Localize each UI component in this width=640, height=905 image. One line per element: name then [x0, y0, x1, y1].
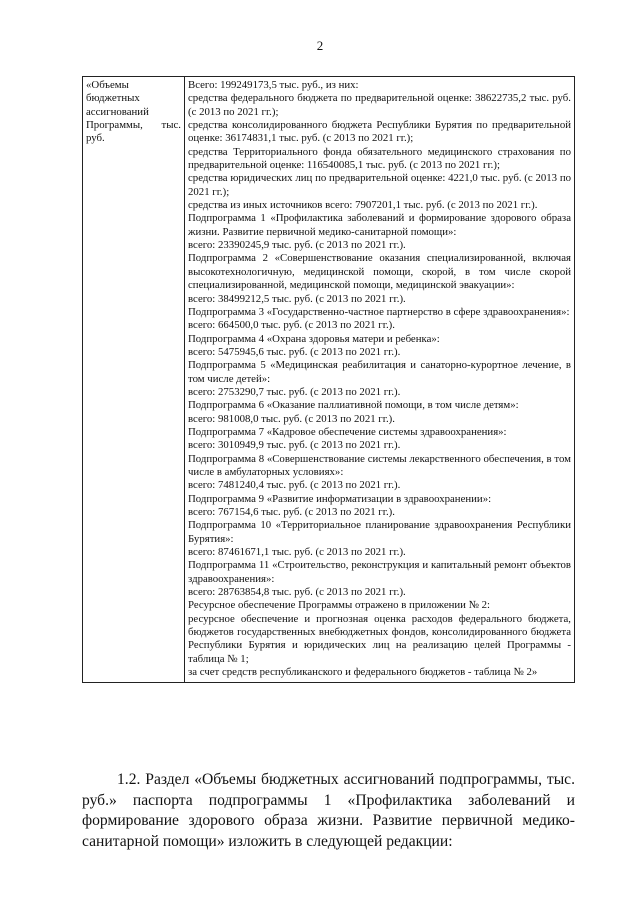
amendment-paragraph: 1.2. Раздел «Объемы бюджетных ассигнований подпрограммы, тыс. руб.» паспорта подпрограммы 1 «Профилактика заболеваний и формирование здорового образа жизни. Развитие первичной медико-санитарной помощи» изложить в следующей редакции: [82, 771, 575, 850]
table-content-line: Подпрограмма 2 «Совершенствование оказания специализированной, включая высокотехнологичную, медицинской помощи, скорой, в том числе скорой специализированной, медицинской помощи, медицинской эвакуации»: [188, 252, 571, 292]
table-content-line: средства Территориального фонда обязательного медицинского страхования по предварительной оценке: 116540085,1 тыс. руб. (с 2013 по 2021 гг.); [188, 145, 571, 172]
table-content-line: всего: 664500,0 тыс. руб. (с 2013 по 2021 гг.). [188, 319, 395, 332]
table-label-cell: «Объемы бюджетных ассигнований Программы, тыс. руб. [83, 77, 185, 683]
table-content-cell [185, 77, 575, 683]
table-content-line: всего: 23390245,9 тыс. руб. (с 2013 по 2021 гг.). [188, 239, 406, 252]
table-content-line: Подпрограмма 3 «Государственно-частное партнерство в сфере здравоохранения»: [188, 305, 570, 318]
budget-table [82, 76, 575, 683]
table-content-line: Подпрограмма 10 «Территориальное планирование здравоохранения Республики Бурятия»: [188, 519, 571, 545]
table-content-line: всего: 38499212,5 тыс. руб. (с 2013 по 2021 гг.). [188, 292, 406, 305]
table-content-line: Подпрограмма 6 «Оказание паллиативной помощи, в том числе детям»: [188, 399, 519, 412]
table-content-line: Подпрограмма 5 «Медицинская реабилитация и санаторно-курортное лечение, в том числе детей»: [188, 359, 571, 385]
table-content-line: Подпрограмма 9 «Развитие информатизации в здравоохранении»: [188, 492, 492, 505]
table-content-line: всего: 2753290,7 тыс. руб. (с 2013 по 2021 гг.). [188, 385, 401, 398]
table-content-line: средства из иных источников всего: 7907201,1 тыс. руб. (с 2013 по 2021 гг.). [188, 199, 538, 212]
table-content-line: средства федерального бюджета по предварительной оценке: 38622735,2 тыс. руб. (с 2013 по 2021 гг.); [188, 92, 571, 118]
table-content-line: всего: 981008,0 тыс. руб. (с 2013 по 2021 гг.). [188, 412, 395, 425]
table-content-line: средства юридических лиц по предварительной оценке: 4221,0 тыс. руб. (с 2013 по 2021 гг.); [188, 172, 571, 198]
table-content-line: всего: 5475945,6 тыс. руб. (с 2013 по 2021 гг.). [188, 345, 401, 358]
table-content-line: Подпрограмма 11 «Строительство, реконструкция и капитальный ремонт объектов здравоохранения»: [188, 559, 571, 585]
table-content-line: средства консолидированного бюджета Республики Бурятия по предварительной оценке: 36174831,1 тыс. руб. (с 2013 по 2021 гг.); [188, 119, 571, 145]
page-number: 2 [316, 38, 324, 53]
table-row [83, 77, 575, 683]
table-content-line: Подпрограмма 7 «Кадровое обеспечение системы здравоохранения»: [188, 425, 507, 438]
table-content-line: Подпрограмма 4 «Охрана здоровья матери и ребенка»: [188, 332, 440, 345]
table-content-line: за счет средств республиканского и федерального бюджетов - таблица № 2» [188, 666, 538, 679]
table-content-line: всего: 7481240,4 тыс. руб. (с 2013 по 2021 гг.). [188, 479, 401, 492]
table-content-line: Всего: 199249173,5 тыс. руб., из них: [188, 79, 359, 91]
table-content-line: Подпрограмма 1 «Профилактика заболеваний и формирование здорового образа жизни. Развитие первичной медико-санитарной помощи»: [188, 212, 571, 238]
table-content-line: Ресурсное обеспечение Программы отражено в приложении № 2: [188, 599, 491, 612]
table-content-line: всего: 87461671,1 тыс. руб. (с 2013 по 2021 гг.). [188, 546, 406, 559]
table-content-line: всего: 767154,6 тыс. руб. (с 2013 по 2021 гг.). [188, 506, 395, 518]
table-content-line: Подпрограмма 8 «Совершенствование системы лекарственного обеспечения, в том числе в амбулаторных условиях»: [188, 452, 571, 478]
table-content-line: ресурсное обеспечение и прогнозная оценка расходов федерального бюджета, бюджетов государственных внебюджетных фондов, консолидированного бюджета Республики Бурятия и юридических лиц на реализацию целей Программы - таблица № 1; [188, 612, 571, 665]
table-content-line: всего: 3010949,9 тыс. руб. (с 2013 по 2021 гг.). [188, 439, 401, 452]
table-content-line: всего: 28763854,8 тыс. руб. (с 2013 по 2021 гг.). [188, 586, 406, 599]
